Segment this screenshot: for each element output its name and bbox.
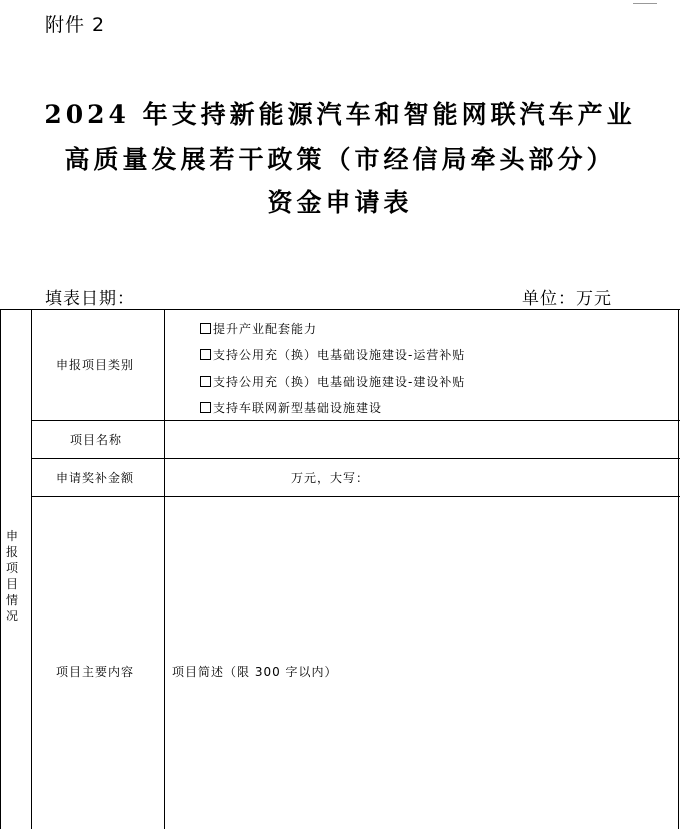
- row-divider: [31, 496, 680, 497]
- attachment-label: 附件 2: [45, 14, 106, 36]
- category-label: 申报项目类别: [56, 358, 135, 372]
- category-option-label: 支持公用充（换）电基础设施建设-建设补贴: [213, 375, 466, 389]
- table-border-left: [0, 309, 1, 829]
- section-label-char: 报: [5, 545, 18, 559]
- category-option[interactable]: [200, 346, 465, 363]
- section-label-char: 目: [5, 577, 18, 591]
- row-divider: [31, 420, 680, 421]
- category-option[interactable]: [200, 320, 317, 337]
- checkbox-icon[interactable]: [200, 349, 211, 360]
- fill-date-label: 填表日期：: [45, 289, 135, 309]
- subsidy-amount-label: 申请奖补金额: [56, 471, 135, 485]
- section-label-char: 情: [5, 593, 18, 607]
- unit-label: 单位：万元: [522, 289, 612, 309]
- row-divider: [31, 458, 680, 459]
- section-label-project-status: [4, 528, 20, 624]
- checkbox-icon[interactable]: [200, 402, 211, 413]
- checkbox-icon[interactable]: [200, 376, 211, 387]
- checkbox-icon[interactable]: [200, 323, 211, 334]
- section-label-char: 项: [5, 561, 18, 575]
- title-line-2: 高质量发展若干政策（市经信局牵头部分）: [64, 145, 616, 174]
- subsidy-amount-field[interactable]: 万元，大写：: [291, 471, 370, 485]
- section-label-char: 申: [5, 529, 18, 543]
- section-label-char: 况: [5, 609, 18, 623]
- main-content-field[interactable]: 项目简述（限 300 字以内）: [172, 665, 338, 679]
- category-option[interactable]: [200, 373, 465, 390]
- table-border-right: [678, 309, 679, 829]
- category-option-label: 支持车联网新型基础设施建设: [213, 401, 383, 415]
- category-option-label: 支持公用充（换）电基础设施建设-运营补贴: [213, 348, 466, 362]
- category-option[interactable]: [200, 399, 382, 416]
- project-name-label: 项目名称: [70, 433, 123, 447]
- project-name-field[interactable]: [170, 431, 670, 449]
- section-column-divider: [31, 309, 32, 829]
- label-column-divider: [164, 309, 165, 829]
- title-line-1: 2024 年支持新能源汽车和智能网联汽车产业: [44, 100, 636, 129]
- page-corner-mark: [633, 0, 657, 4]
- main-content-label: 项目主要内容: [56, 665, 135, 679]
- table-border-top: [0, 309, 680, 310]
- category-option-label: 提升产业配套能力: [213, 322, 318, 336]
- application-table: [0, 309, 680, 829]
- title-line-3: 资金申请表: [267, 188, 413, 217]
